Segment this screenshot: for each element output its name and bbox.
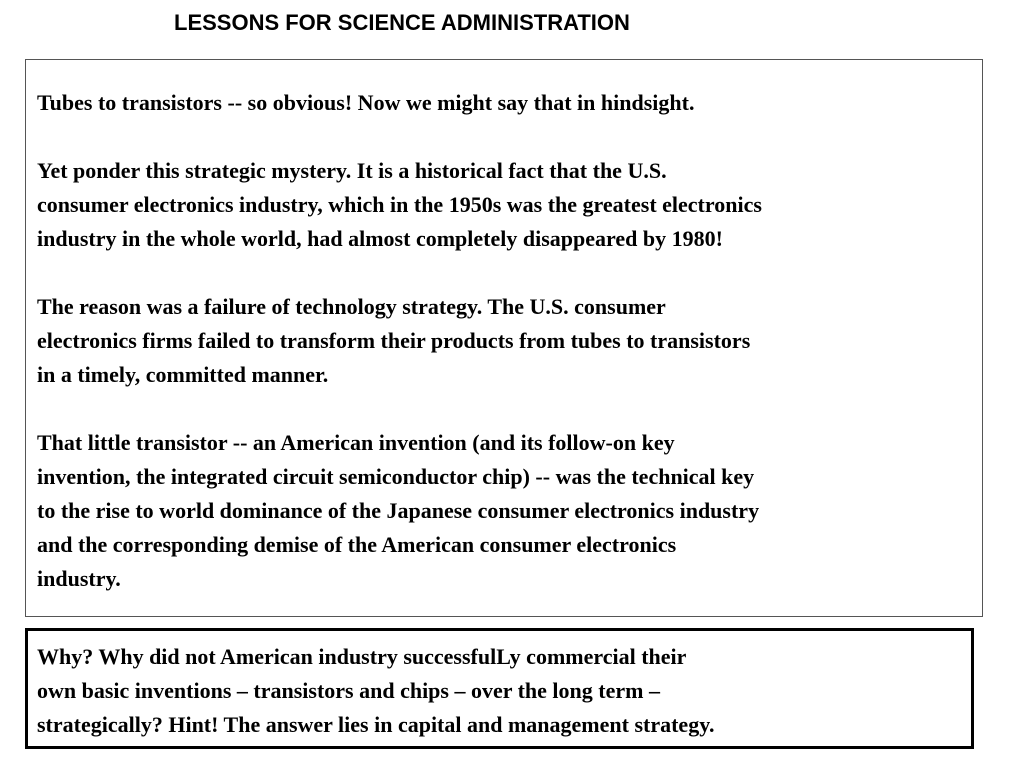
slide-title: LESSONS FOR SCIENCE ADMINISTRATION — [174, 10, 630, 35]
paragraph-strategic-mystery: Yet ponder this strategic mystery. It is a historical fact that the U.S. consumer electronics industry, which in the 1950s was the greatest electronics industry in the whole world, had almost completely disappeared by 1980! — [37, 158, 762, 251]
paragraph-tubes-to-transistors: Tubes to transistors -- so obvious! Now we might say that in hindsight. — [37, 90, 695, 115]
hint-box — [25, 628, 974, 749]
paragraph-transistor-invention: That little transistor -- an American invention (and its follow-on key invention, the integrated circuit semiconductor chip) -- was the technical key to the rise to world dominance of the Japanese consumer electronics industry and the corresponding demise of the American consumer electronics industry. — [37, 430, 760, 591]
main-text-box — [25, 59, 983, 617]
paragraph-technology-strategy-failure: The reason was a failure of technology strategy. The U.S. consumer electronics firms failed to transform their products from tubes to transistors in a timely, committed manner. — [37, 294, 751, 387]
hint-question-text: Why? Why did not American industry successfulLy commercial their own basic inventions – transistors and chips – over the long term – strategically? Hint! The answer lies in capital and management strategy. — [37, 644, 715, 737]
